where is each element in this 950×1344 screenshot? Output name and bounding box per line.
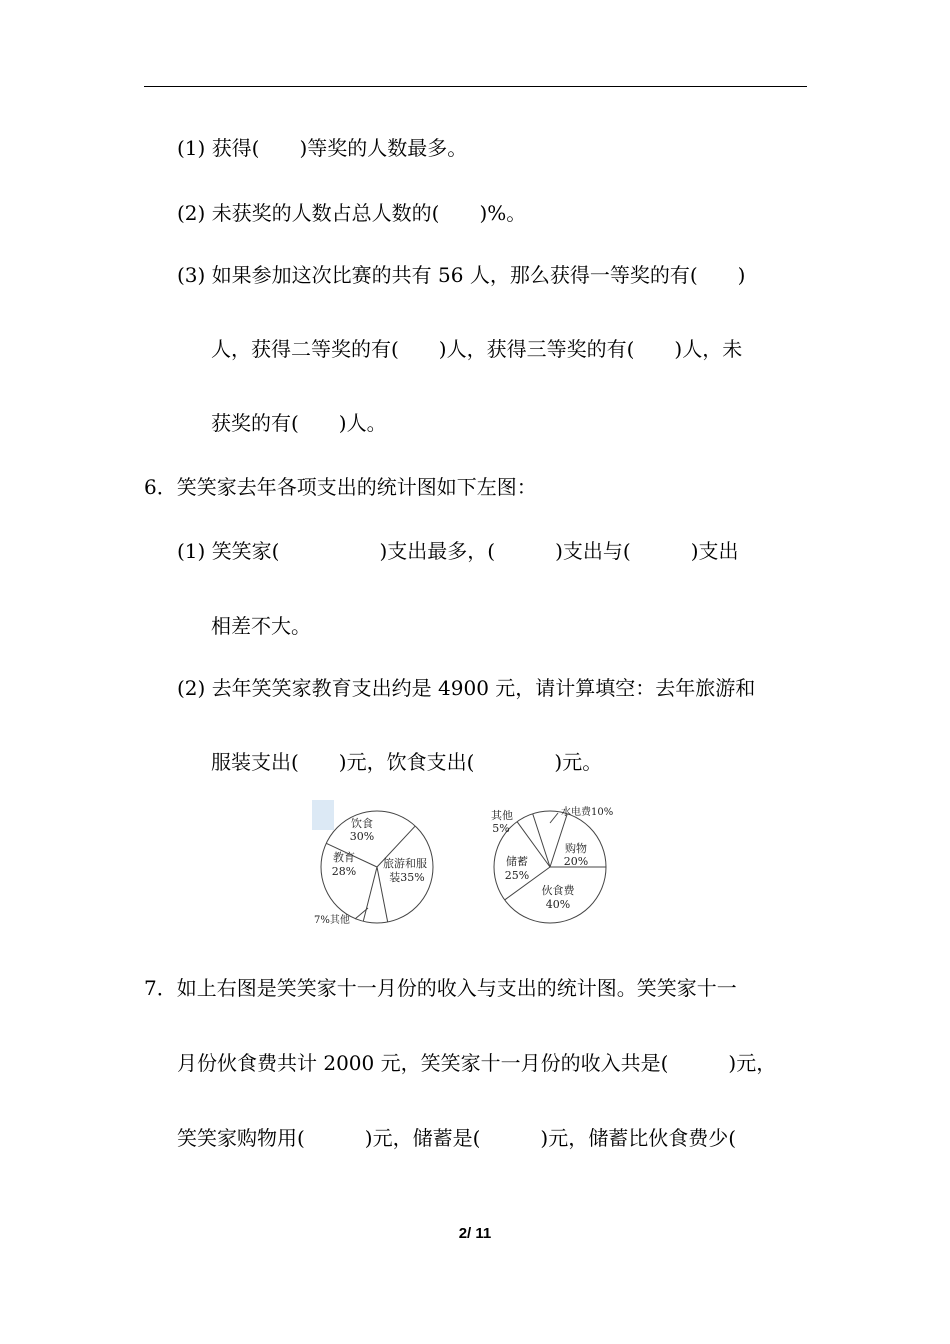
pie-right-label-savings: 储蓄 <box>506 855 528 868</box>
q6-part1-line2: 相差不大。 <box>211 614 311 638</box>
pie-left-slice-divider-2 <box>377 867 388 922</box>
pie-right-label-utility: 水电费10% <box>561 807 614 818</box>
q5-part3-line1: (3) 如果参加这次比赛的共有 56 人，那么获得一等奖的有( ) <box>177 263 746 287</box>
pie-right-label-other: 其他 <box>491 809 513 822</box>
pie-left-label-other: 7%其他 <box>314 915 350 926</box>
q7-line1: 7．如上右图是笑笑家十一月份的收入与支出的统计图。笑笑家十一 <box>144 976 737 1000</box>
pie-left-label-edu-pct: 28% <box>331 865 357 878</box>
pie-chart-right <box>491 805 613 923</box>
q7-line2: 月份伙食费共计 2000 元，笑笑家十一月份的收入共是( )元， <box>177 1051 777 1075</box>
pie-right-label-shopping-pct: 20% <box>563 855 589 868</box>
q5-part1: (1) 获得( )等奖的人数最多。 <box>177 136 468 160</box>
pie-charts-figure <box>300 795 640 935</box>
pie-left-label-food: 饮食 <box>351 817 373 830</box>
q5-part2: (2) 未获奖的人数占总人数的( )%。 <box>177 201 527 225</box>
pie-right-label-food-pct: 40% <box>545 898 571 911</box>
pie-left-slice-divider-3 <box>363 867 377 921</box>
q6-stem: 6．笑笑家去年各项支出的统计图如下左图： <box>144 475 537 499</box>
pie-left-leader-other <box>355 908 368 919</box>
pie-right-slice-divider-0 <box>533 814 550 867</box>
header-rule <box>144 86 807 87</box>
q6-part1-line1: (1) 笑笑家( )支出最多，( )支出与( )支出 <box>177 539 739 563</box>
q7-line3: 笑笑家购物用( )元，储蓄是( )元，储蓄比伙食费少( <box>177 1126 737 1150</box>
q5-part3-line2: 人，获得二等奖的有( )人，获得三等奖的有( )人，未 <box>211 337 743 361</box>
pie-left-label-food-pct: 30% <box>349 830 375 843</box>
pie-right-label-shopping: 购物 <box>565 842 587 855</box>
q6-part2-line2: 服装支出( )元，饮食支出( )元。 <box>211 750 603 774</box>
pie-charts-svg <box>300 795 640 935</box>
pie-right-label-food: 伙食费 <box>541 884 575 897</box>
page-number: 2/ 11 <box>458 1225 492 1242</box>
pie-right-label-other-pct: 5% <box>492 822 510 835</box>
pie-right-label-savings-pct: 25% <box>504 869 530 882</box>
q5-part3-line3: 获奖的有( )人。 <box>211 411 387 435</box>
pie-left-label-edu: 教育 <box>333 851 355 864</box>
pie-left-label-travel: 旅游和服 <box>383 857 427 870</box>
pie-left-label-travel-pct: 装35% <box>389 871 425 884</box>
q6-part2-line1: (2) 去年笑笑家教育支出约是 4900 元，请计算填空：去年旅游和 <box>177 676 756 700</box>
pie-right-leader-utility <box>550 813 558 823</box>
scan-artifact <box>312 800 334 830</box>
pie-chart-left <box>312 800 433 926</box>
